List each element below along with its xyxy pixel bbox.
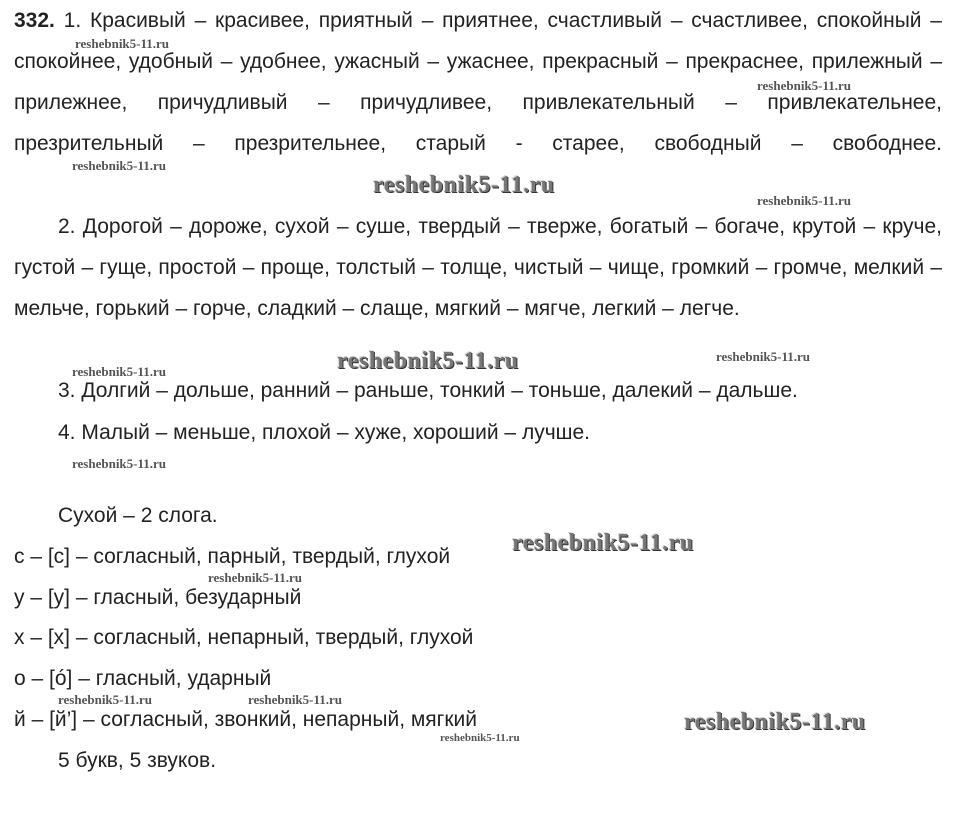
watermark: reshebnik5-11.ru <box>58 692 153 707</box>
task-paragraph-4: 4. Малый – меньше, плохой – хуже, хороший – лучше. <box>58 421 591 444</box>
watermark: reshebnik5-11.ru <box>72 456 167 471</box>
sound-row: о – [ó] – гласный, ударный <box>14 667 272 690</box>
watermark: reshebnik5-11.ru <box>337 348 519 374</box>
watermark: reshebnik5-11.ru <box>684 709 866 735</box>
watermark: reshebnik5-11.ru <box>373 172 555 198</box>
task-paragraph-3: 3. Долгий – дольше, ранний – раньше, тонкий – тоньше, далекий – дальше. <box>58 379 798 402</box>
watermark: reshebnik5-11.ru <box>248 692 343 707</box>
watermark: reshebnik5-11.ru <box>72 158 167 173</box>
sound-row: й – [й’] – согласный, звонкий, непарный, мягкий <box>14 708 477 731</box>
task-part-2-text: 2. Дорогой – дороже, сухой – суше, твердый – тверже, богатый – богаче, крутой – круче, густой – гуще, простой – проще, толстый – толще, чистый – чище, громкий – громче, мелкий – мельче, горький – горче, сладкий – слаще, мягкий – мягче, легкий – легче. <box>14 215 942 320</box>
sound-row: у – [у] – гласный, безударный <box>14 586 302 609</box>
task-paragraph-2 <box>14 206 942 329</box>
watermark: reshebnik5-11.ru <box>208 570 303 585</box>
analysis-title: Сухой – 2 слога. <box>58 504 218 527</box>
task-number: 332. <box>14 9 55 32</box>
task-part-1-text: 1. Красивый – красивее, приятный – приятнее, счастливый – счастливее, спокойный – спокойнее, удобный – удобнее, ужасный – ужаснее, прекрасный – прекраснее, прилежный – прилежнее, причудливый – причудливее, привлекательный – привлекательнее, презрительный – презрительнее, старый - старее, свободный – свободнее. <box>14 9 942 155</box>
sound-row: с – [с] – согласный, парный, твердый, глухой <box>14 545 451 568</box>
watermark: reshebnik5-11.ru <box>440 732 520 744</box>
watermark: reshebnik5-11.ru <box>75 36 170 51</box>
analysis-summary: 5 букв, 5 звуков. <box>58 749 217 772</box>
watermark: reshebnik5-11.ru <box>757 78 852 93</box>
watermark: reshebnik5-11.ru <box>512 530 694 556</box>
watermark: reshebnik5-11.ru <box>757 193 852 208</box>
watermark: reshebnik5-11.ru <box>716 349 811 364</box>
sound-row: х – [х] – согласный, непарный, твердый, глухой <box>14 626 474 649</box>
watermark: reshebnik5-11.ru <box>72 364 167 379</box>
